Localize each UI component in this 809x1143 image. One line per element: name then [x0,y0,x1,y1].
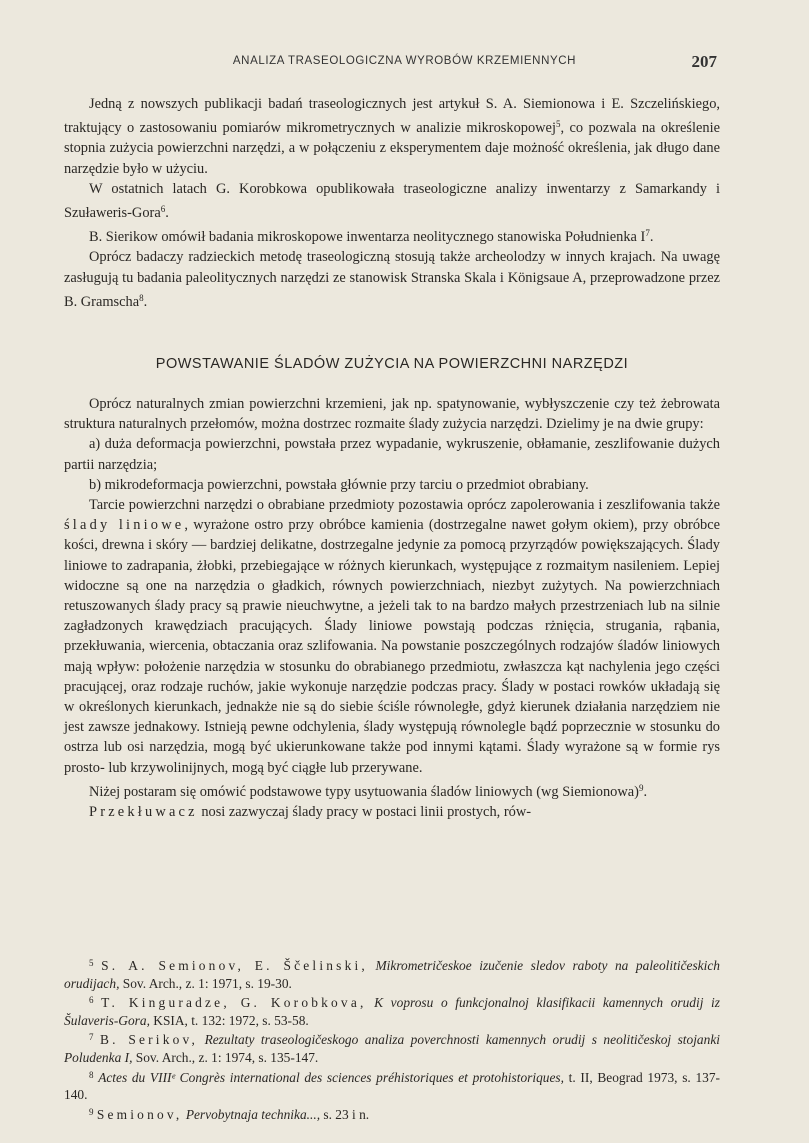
footnote-title: K voprosu o funkcjonalnoj klasifikacii kamennych orudij iz Šulaveris-Gora, [64,995,720,1028]
footnote-title: Mikrometričeskoe izučenie sledov raboty na paleolitičeskich orudijach, [64,958,720,991]
footnote-ref: 7 [645,228,650,239]
footnote-author: S. A. Semionov, E. Ščelinski, [101,958,368,973]
footnote: $^6$ T. Kinguradze, G. Korobkova, K voprosu o funkcjonalnoj klasifikacii kamennych orudij iz Šulaveris-Gora, KSIA, t. 132: 1972, s. 53-58. [64,995,720,1028]
footnote: $^8$ Actes du VIIIᵉ Congrès international des sciences préhistoriques et protohistoriques, t. II, Beograd 1973, s. 137-140. [64,1069,720,1103]
paragraph: W ostatnich latach G. Korobkowa opublikowała traseologiczne analizy inwentarzy z Samarkandy i Szuławeris-Gora$^6$. [64,180,720,222]
footnote-title: Rezultaty traseologičeskogo analiza poverchnosti kamennych orudij s neolitičeskoj stojanki Poludenka I, [64,1032,720,1065]
footnote-author: T. Kinguradze, G. Korobkova, [101,995,367,1011]
footnote-author: B. Serikov, [99,1032,199,1048]
paragraph: Oprócz badaczy radzieckich metodę traseologiczną stosują także archeolodzy w innych krajach. Na uwagę zasługują tu badania paleolitycznych narzędzi ze stanowisk Stranska Skala i Königsaue A, przeprowadzone przez B. Gramscha$^8$. [64,249,720,310]
footnote-ref: 8 [139,292,144,303]
footnote-ref: 6 [160,204,166,215]
paragraph: Jedną z nowszych publikacji badań traseologicznych jest artykuł S. A. Siemionowa i E. Szczelińskiego, traktujący o zastosowaniu pomiarów mikrometrycznych w analizie mikroskopowej$^5$, co pozwala na określenie stopnia zużycia powierzchni narzędzi, a w połączeniu z eksperymentem daje możność określenia, jak długo dane narzędzie było w użyciu. [64,96,720,177]
footnote: $^9$ Semionov, Pervobytnaja technika..., s. 23 i n. [89,1106,370,1122]
list-item: b) mikrodeformacja powierzchni, powstała głównie przy tarciu o przedmiot obrabiany. [89,476,589,493]
paragraph: B. Sierikow omówił badania mikroskopowe inwentarza neolitycznego stanowiska Południenka $I^7$. [89,228,654,246]
paragraph: Oprócz naturalnych zmian powierzchni krzemieni, jak np. spatynowanie, wybłyszczenie czy też żebrowata struktura naturalnych przełomów, można dostrzec rozmaite ślady zużycia narzędzi. Dzielimy je na dwie grupy: [64,396,720,433]
footnote-title: Actes du VIIIᵉ Congrès international des sciences préhistoriques et protohistoriques, [98,1069,564,1085]
intro-text [64,94,720,312]
page-header [96,52,717,74]
spaced-term: ślady liniowe [64,517,185,534]
paragraph: Tarcie powierzchni narzędzi o obrabiane przedmioty pozostawia oprócz zapolerowania i zeszlifowania także ślady liniowe, wyrażone ostro przy obróbce kamienia (dostrzegalne nawet gołym okiem), przy obróbce kości, drewna i skóry — bardziej delikatne, dostrzegalne jedynie za pomocą przyrządów powiększających. Ślady liniowe to zadrapania, żłobki, przebiegające w różnych kierunkach, występujące z rozmaitym nasileniem. Lepiej widoczne są one na narzędzia o gładkich, równych powierzchniach, niezbyt zużytych. Na powierzchniach retuszowanych ślady pracy są prawie nieuchwytne, a jeżeli tak to na bardzo małych przestrzeniach lub na silnie zagładzonych krawędziach pracujących. Ślady liniowe powstają podczas rżnięcia, strugania, rąbania, przekłuwania, wiercenia, obtaczania oraz szlifowania. Na powstanie poszczególnych rodzajów śladów liniowych mają wpływ: położenie narzędzia w stosunku do obrabianego przedmiotu, zwłaszcza kąt nachylenia jego części pracującej, oraz rodzaje ruchów, jakie wykonuje narzędzie podczas pracy. Ślady w postaci rowków układają się w określonych kierunkach, jednakże nie są do siebie ściśle równoległe, gdyż kierunek działania narzędziem nie jest zawsze jednakowy. Istnieją pewne odchylenia, ślady występują równolegle bądź poprzecznie w stosunku do ostrza lub osi narzędzia, mogą być ukierunkowane także pod innymi kątami. Ślady wyrażone są w formie rys prosto- lub krzywolinijnych, mogą być ciągłe lub przerywane. [64,497,720,776]
page-number: 207 [691,52,717,71]
running-title: ANALIZA TRASEOLOGICZNA WYROBÓW KRZEMIENNYCH [232,55,577,67]
list-item: a) duża deformacja powierzchni, powstała przez wypadanie, wykruszenie, obłamanie, zeszlifowanie dużych partii narzędzia; [64,436,720,473]
paragraph: Przekłuwacz nosi zazwyczaj ślady pracy w postaci linii prostych, rów- [89,804,532,821]
spaced-term: Przekłuwacz [89,804,198,821]
footnotes [64,955,720,1123]
footnote-ref: 9 [638,782,644,793]
footnote: $^5$ S. A. Semionov, E. Ščelinski, Mikrometričeskoe izučenie sledov raboty na paleolitičeskich orudijach, Sov. Arch., z. 1: 1971, s. 19-30. [64,958,720,991]
footnote-author: Semionov, [96,1106,183,1122]
footnote-title: Pervobytnaja technika..., [185,1106,321,1122]
paragraph: Niżej postaram się omówić podstawowe typy usytuowania śladów liniowych (wg Siemionowa)$^9$. [89,782,648,800]
footnote-ref: 5 [555,119,561,130]
section-text [64,394,720,822]
section-heading: POWSTAWANIE ŚLADÓW ZUŻYCIA NA POWIERZCHNI NARZĘDZI [155,356,629,372]
footnote: $^7$ B. Serikov, Rezultaty traseologičeskogo analiza poverchnosti kamennych orudij s neolitičeskoj stojanki Poludenka I, Sov. Arch., z. 1: 1974, s. 135-147. [64,1032,720,1065]
